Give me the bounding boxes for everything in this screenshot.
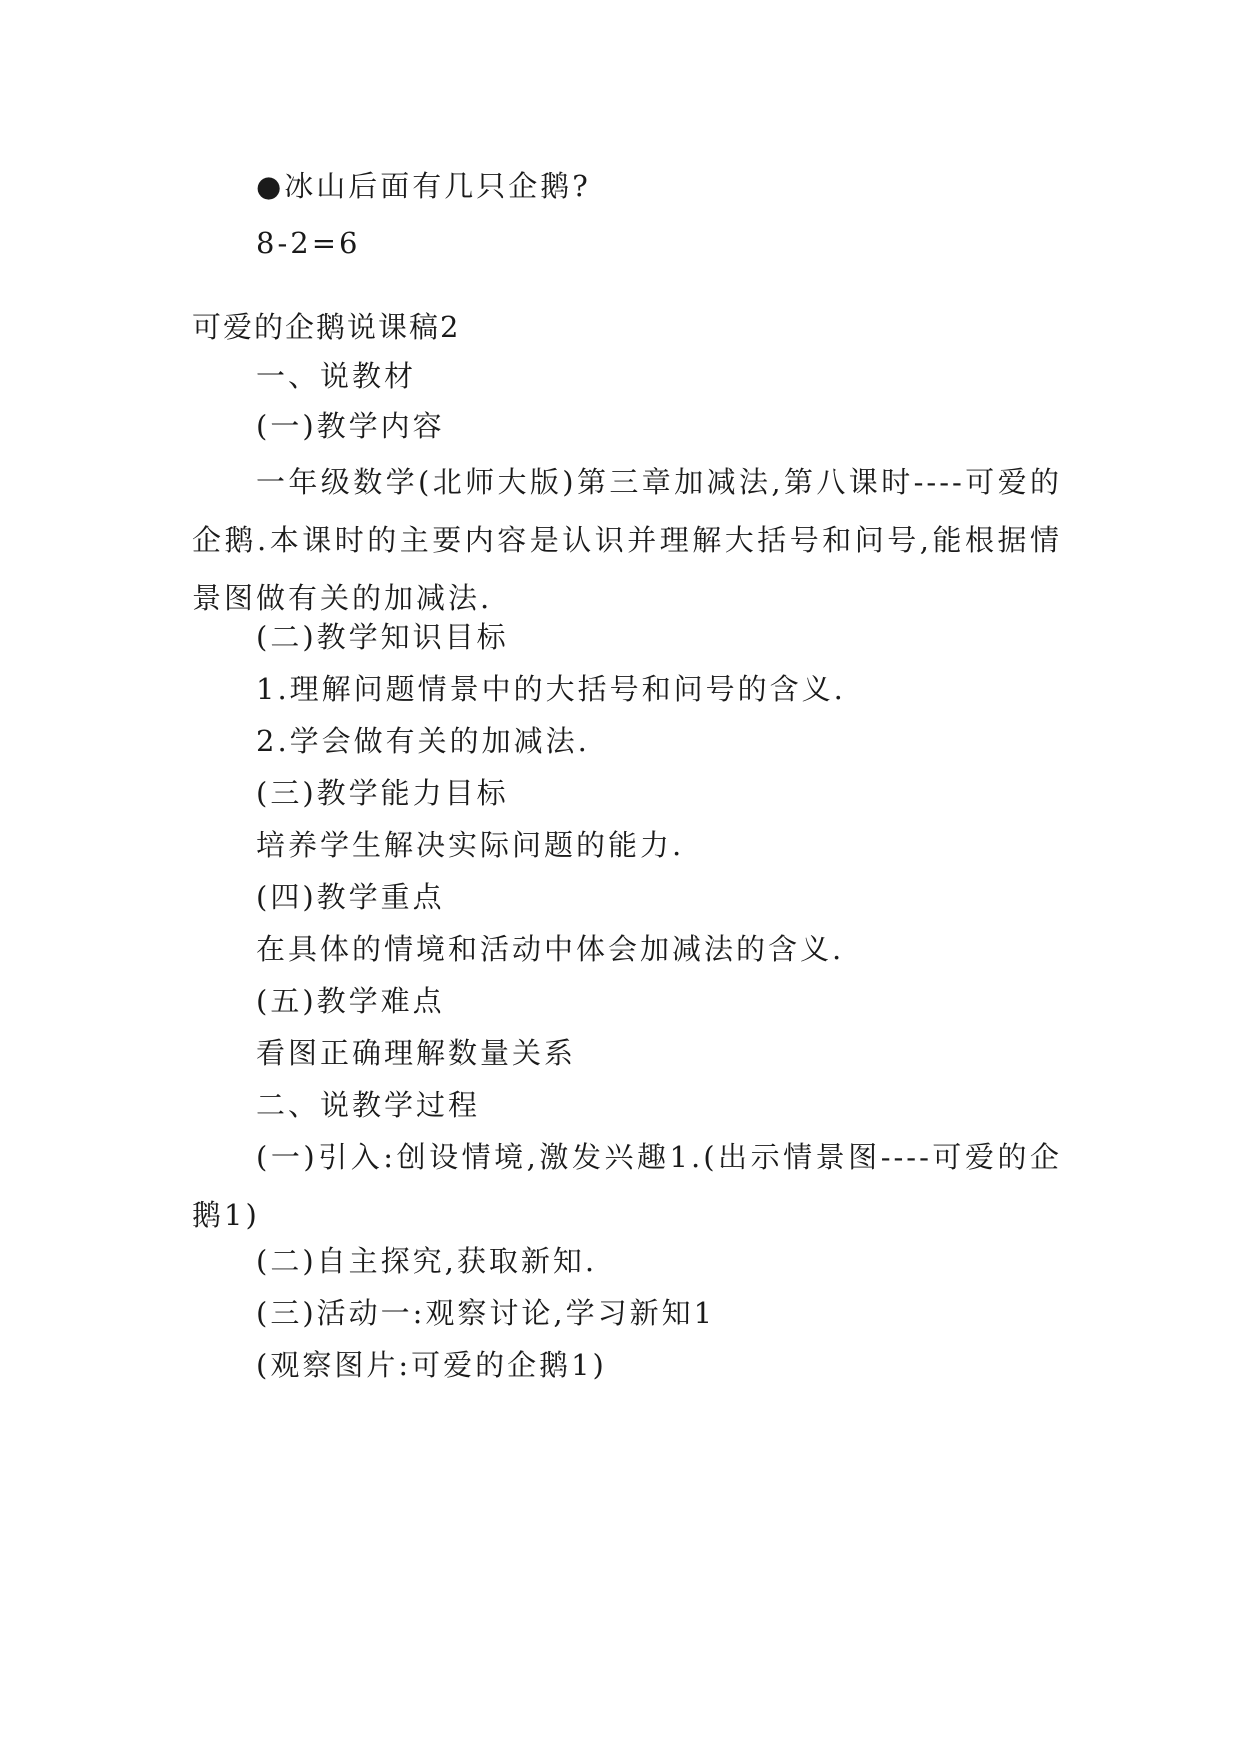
key-text: 在具体的情境和活动中体会加减法的含义. bbox=[256, 932, 845, 966]
heading-key: (四)教学重点 bbox=[256, 880, 445, 914]
intro-paragraph: (一)引入:创设情境,激发兴趣1.(出示情景图----可爱的企鹅1) bbox=[192, 1140, 1062, 1232]
heading-part1: 一、说教材 bbox=[256, 359, 417, 393]
document-title: 可爱的企鹅说课稿2 bbox=[192, 310, 461, 344]
difficulty-text: 看图正确理解数量关系 bbox=[256, 1036, 577, 1070]
knowledge-goal-1: 1.理解问题情景中的大括号和问号的含义. bbox=[256, 672, 846, 706]
heading-content: (一)教学内容 bbox=[256, 409, 445, 443]
explore-text: (二)自主探究,获取新知. bbox=[256, 1244, 598, 1278]
ability-text: 培养学生解决实际问题的能力. bbox=[256, 828, 685, 862]
knowledge-goal-2: 2.学会做有关的加减法. bbox=[256, 724, 590, 758]
heading-ability: (三)教学能力目标 bbox=[256, 776, 509, 810]
heading-part2: 二、说教学过程 bbox=[256, 1088, 481, 1122]
question-line: ●冰山后面有几只企鹅? bbox=[256, 169, 591, 203]
activity-text: (三)活动一:观察讨论,学习新知1 bbox=[256, 1296, 716, 1330]
observe-text: (观察图片:可爱的企鹅1) bbox=[256, 1348, 607, 1382]
heading-difficulty: (五)教学难点 bbox=[256, 984, 445, 1018]
heading-knowledge: (二)教学知识目标 bbox=[256, 620, 509, 654]
content-paragraph: 一年级数学(北师大版)第三章加减法,第八课时----可爱的企鹅.本课时的主要内容是认识并理解大括号和问号,能根据情景图做有关的加减法. bbox=[192, 465, 1062, 615]
equation-line: 8-2=6 bbox=[256, 226, 361, 260]
